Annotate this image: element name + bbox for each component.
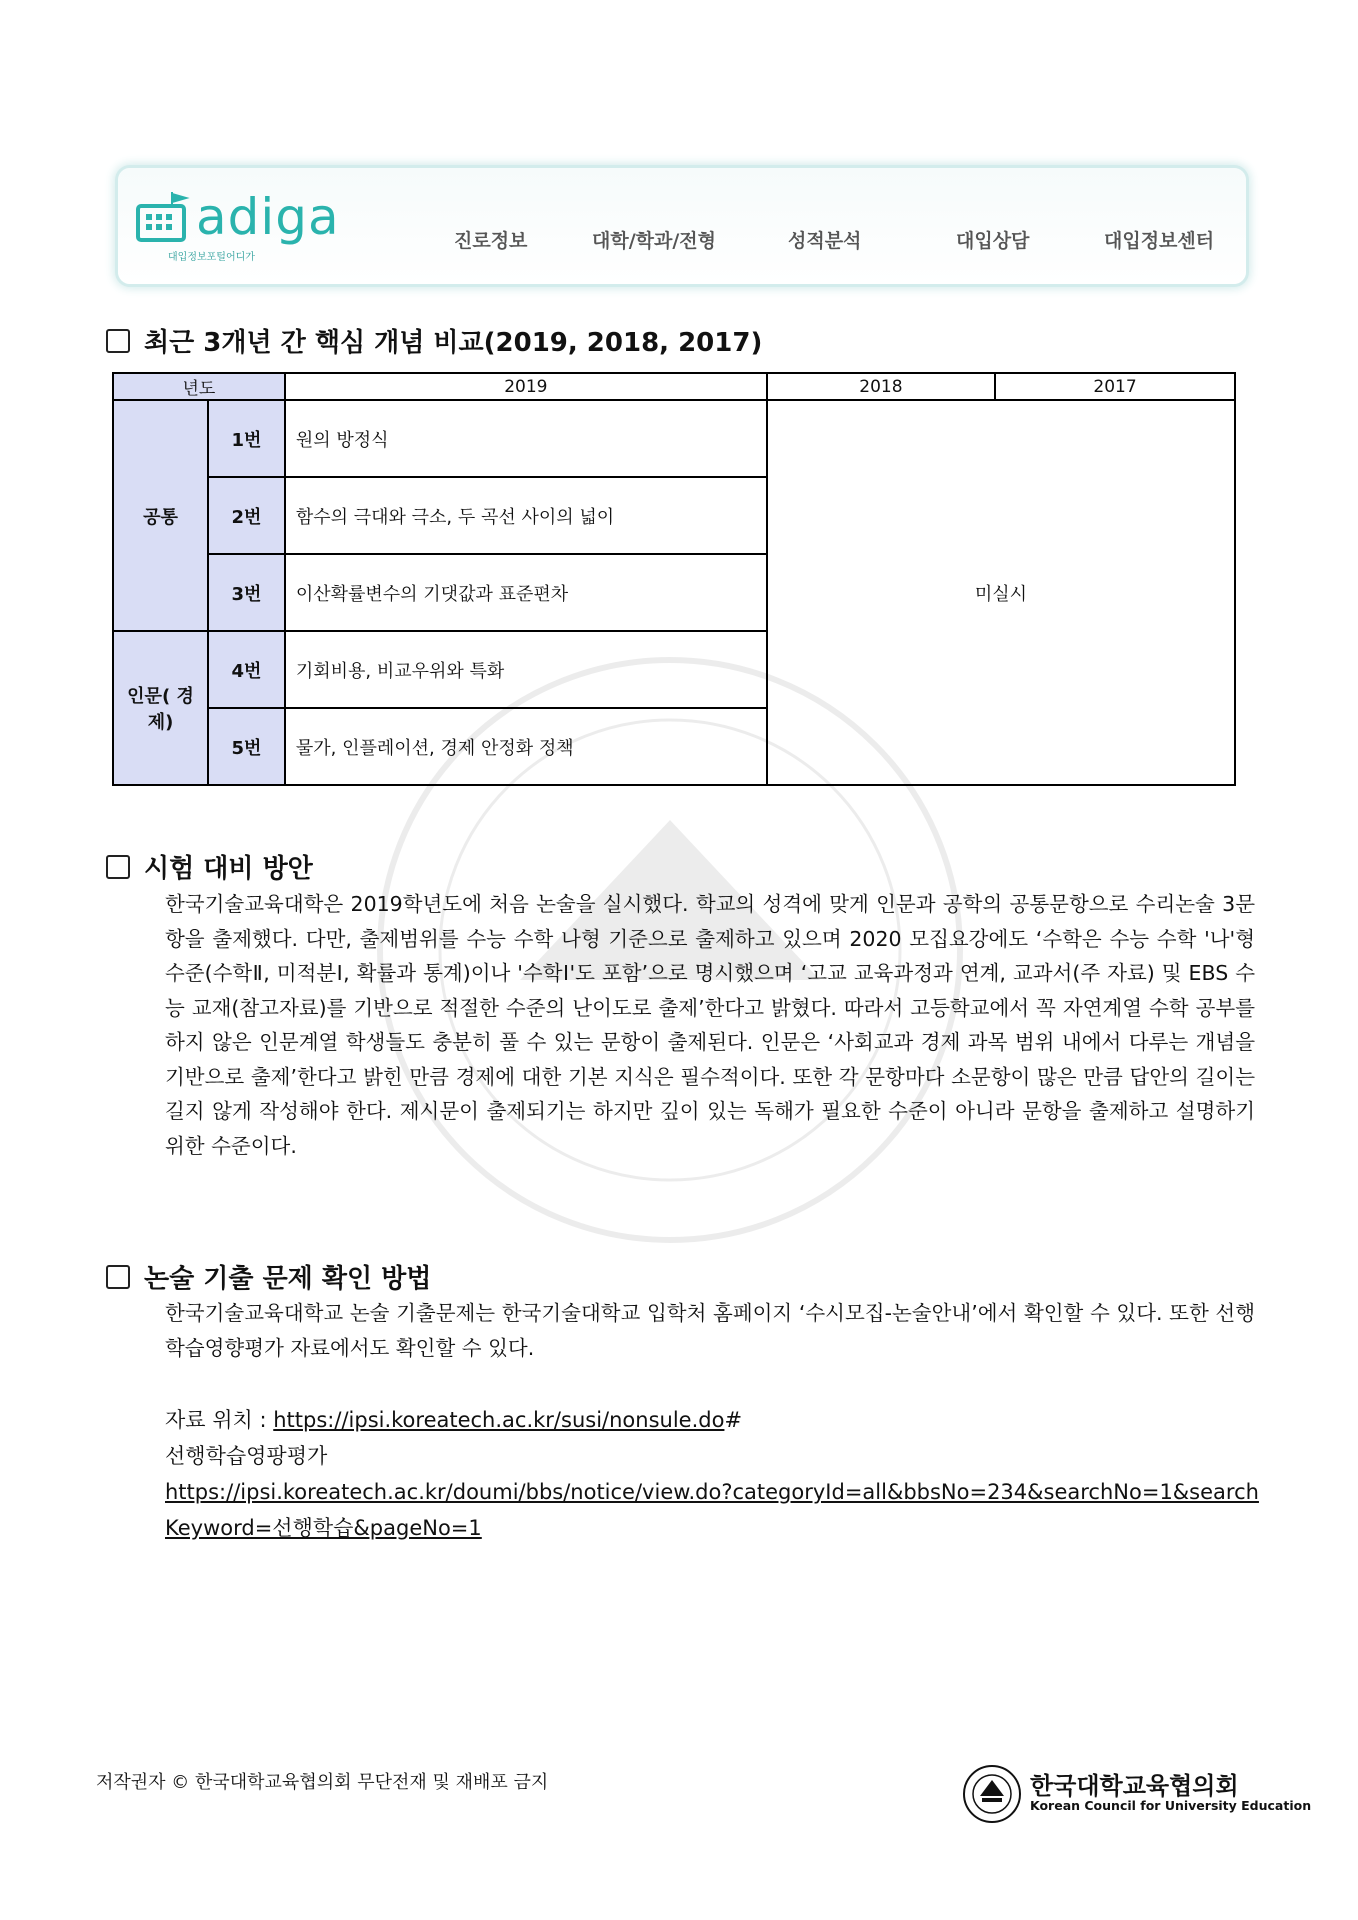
header-banner (118, 168, 1246, 284)
section-title: 시험 대비 방안 (144, 854, 313, 884)
source-label: 자료 위치 : (165, 1408, 274, 1432)
preparation-paragraph: 한국기술교육대학은 2019학년도에 처음 논술을 실시했다. 학교의 성격에 맞게 인문과 공학의 공통문항으로 수리논술 3문항을 출제했다. 다만, 출제범위를 수능 수학 나형 기준으로 출제하고 있으며 2020 모집요강에도 ‘수학은 수능 수학 '나'형 수준(수학Ⅱ, 미적분Ⅰ, 확률과 통계)이나 '수학Ⅰ'도 포함’으로 명시했으며 ‘고교 교육과정과 연계, 교과서(주 자료) 및 EBS 수능 교재(참고자료)를 기반으로 적절한 수준의 난이도로 출제’한다고 밝혔다. 따라서 고등학교에서 꼭 자연계열 수학 공부를 하지 않은 인문계열 학생들도 충분히 풀 수 있는 문항이 출제된다. 인문은 ‘사회교과 경제 과목 범위 내에서 다루는 개념을 기반으로 출제’한다고 밝힌 만큼 경제에 대한 기본 지식은 필수적이다. 또한 각 문항마다 소문항이 많은 만큼 답안의 길이는 길지 않게 작성해야 한다. 제시문이 출제되기는 하지만 깊이 있는 독해가 필요한 수준이 아니라 문항을 출제하고 설명하기 위한 수준이다. (165, 892, 1255, 1158)
question-topic: 원의 방정식 (285, 400, 767, 477)
second-source-link[interactable]: https://ipsi.koreatech.ac.kr/doumi/bbs/notice/view.do?categoryId=all&bbsNo=234&searchNo=1&searchKeyword=선행학습&pageNo=1 (165, 1480, 1259, 1540)
org-name-korean: 한국대학교육협의회 (1030, 1772, 1239, 1800)
logo-wordmark: adiga (196, 188, 340, 246)
section-title: 최근 3개년 간 핵심 개념 비교(2019, 2018, 2017) (144, 328, 763, 358)
header-year: 년도 (113, 373, 285, 400)
source-hash: # (724, 1408, 743, 1432)
question-topic: 기회비용, 비교우위와 특화 (285, 631, 767, 708)
logo-subtitle: 대입정보포털어디가 (168, 252, 255, 263)
nav-grade-analysis[interactable]: 성적분석 (788, 230, 862, 252)
question-topic: 물가, 인플레이션, 경제 안정화 정책 (285, 708, 767, 785)
section-heading-past-exams (106, 1258, 431, 1295)
comparison-table (112, 372, 1236, 786)
question-number: 5번 (208, 708, 285, 785)
source-location (165, 1403, 1265, 1439)
nav-university-department[interactable]: 대학/학과/전형 (592, 230, 717, 252)
second-source-wrap (165, 1475, 1260, 1546)
section-heading-comparison (106, 322, 762, 359)
checkbox-square-icon (106, 855, 130, 879)
second-source-label: 선행학습영팡평가 (165, 1444, 328, 1468)
copyright-notice: 저작권자 © 한국대학교육협의회 무단전재 및 재배포 금지 (96, 1772, 549, 1793)
checkbox-square-icon (106, 1265, 130, 1289)
section-title: 논술 기출 문제 확인 방법 (144, 1264, 432, 1294)
question-number: 3번 (208, 554, 285, 631)
source-link[interactable]: https://ipsi.koreatech.ac.kr/susi/nonsule.do (273, 1408, 725, 1432)
checkbox-square-icon (106, 329, 130, 353)
table-row (113, 400, 1235, 477)
section-heading-preparation (106, 848, 313, 885)
building-icon (134, 192, 194, 248)
question-number: 2번 (208, 477, 285, 554)
kcue-seal-icon (962, 1764, 1022, 1824)
table-header-row (113, 373, 1235, 400)
question-topic: 이산확률변수의 기댓값과 표준편차 (285, 554, 767, 631)
nav-admission-consult[interactable]: 대입상담 (956, 230, 1030, 252)
question-number: 4번 (208, 631, 285, 708)
question-topic: 함수의 극대와 극소, 두 곡선 사이의 넓이 (285, 477, 767, 554)
group-label-humanities: 인문( 경제) (113, 631, 208, 785)
nav-admission-center[interactable]: 대입정보센터 (1104, 230, 1215, 252)
header-2019: 2019 (285, 373, 767, 400)
past-exams-paragraph: 한국기술교육대학교 논술 기출문제는 한국기술대학교 입학처 홈페이지 ‘수시모집-논술안내’에서 확인할 수 있다. 또한 선행학습영향평가 자료에서도 확인할 수 있다. (165, 1301, 1255, 1360)
question-number: 1번 (208, 400, 285, 477)
header-2018: 2018 (767, 373, 995, 400)
org-name-english: Korean Council for University Education (1030, 1798, 1312, 1813)
adiga-logo[interactable] (134, 186, 354, 266)
header-2017: 2017 (995, 373, 1235, 400)
nav-career-info[interactable]: 진로정보 (454, 230, 528, 252)
kcue-logo (962, 1762, 1312, 1826)
group-label-common: 공통 (113, 400, 208, 631)
not-held-cell: 미실시 (767, 400, 1235, 785)
